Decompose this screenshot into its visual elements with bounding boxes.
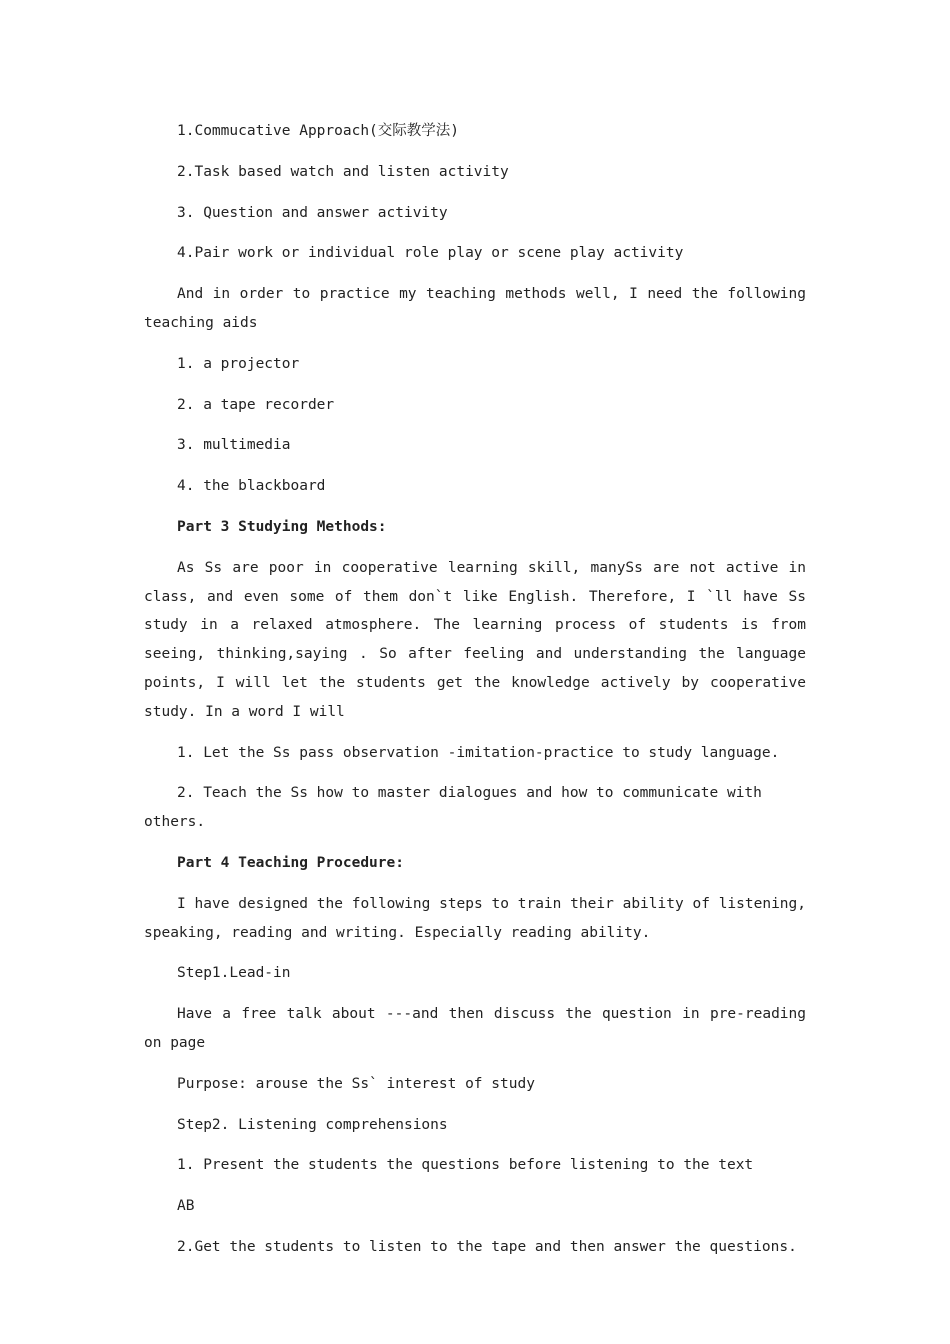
step-1-title: Step1.Lead-in [177,965,291,982]
method-item-1: 1.Commucative Approach(交际教学法) [177,123,460,139]
studying-method-2: 2. Teach the Ss how to master dialogues and how to communicate with others. [144,785,762,831]
step-1-purpose: Purpose: arouse the Ss` interest of study [177,1075,535,1092]
teaching-aid-1: 1. a projector [177,355,300,372]
studying-method-1: 1. Let the Ss pass observation -imitation-practice to study language. [177,744,780,761]
teaching-aids-intro: And in order to practice my teaching methods well, I need the following teaching aids [144,286,806,331]
studying-methods-paragraph: As Ss are poor in cooperative learning skill, manySs are not active in class, and even some of them don`t like English. Therefore, I `ll have Ss study in a relaxed atmosphere. The learning process of students is from seeing, thinking,saying . So after feeling and understanding the language points, I will let the students get the knowledge actively by cooperative study. In a word I will [144,559,806,720]
step-1-description: Have a free talk about ---and then discuss the question in pre-reading on page [144,1006,806,1051]
teaching-aid-4: 4. the blackboard [177,478,326,495]
procedure-intro: I have designed the following steps to train their ability of listening, speaking, reading and writing. Especially reading ability. [144,895,806,941]
section-heading-part-4: Part 4 Teaching Procedure: [177,854,404,871]
teaching-aid-2: 2. a tape recorder [177,396,335,413]
document-body [144,117,806,1274]
section-heading-part-3: Part 3 Studying Methods: [177,518,387,535]
step-2-label: AB [177,1198,195,1215]
teaching-aid-3: 3. multimedia [177,437,291,454]
step-2-item-2: 2.Get the students to listen to the tape and then answer the questions. [177,1238,797,1255]
method-item-4: 4.Pair work or individual role play or scene play activity [177,245,684,262]
method-item-3: 3. Question and answer activity [177,204,448,221]
step-2-title: Step2. Listening comprehensions [177,1116,448,1133]
method-item-2: 2.Task based watch and listen activity [177,163,509,180]
step-2-item-1: 1. Present the students the questions before listening to the text [177,1157,754,1174]
